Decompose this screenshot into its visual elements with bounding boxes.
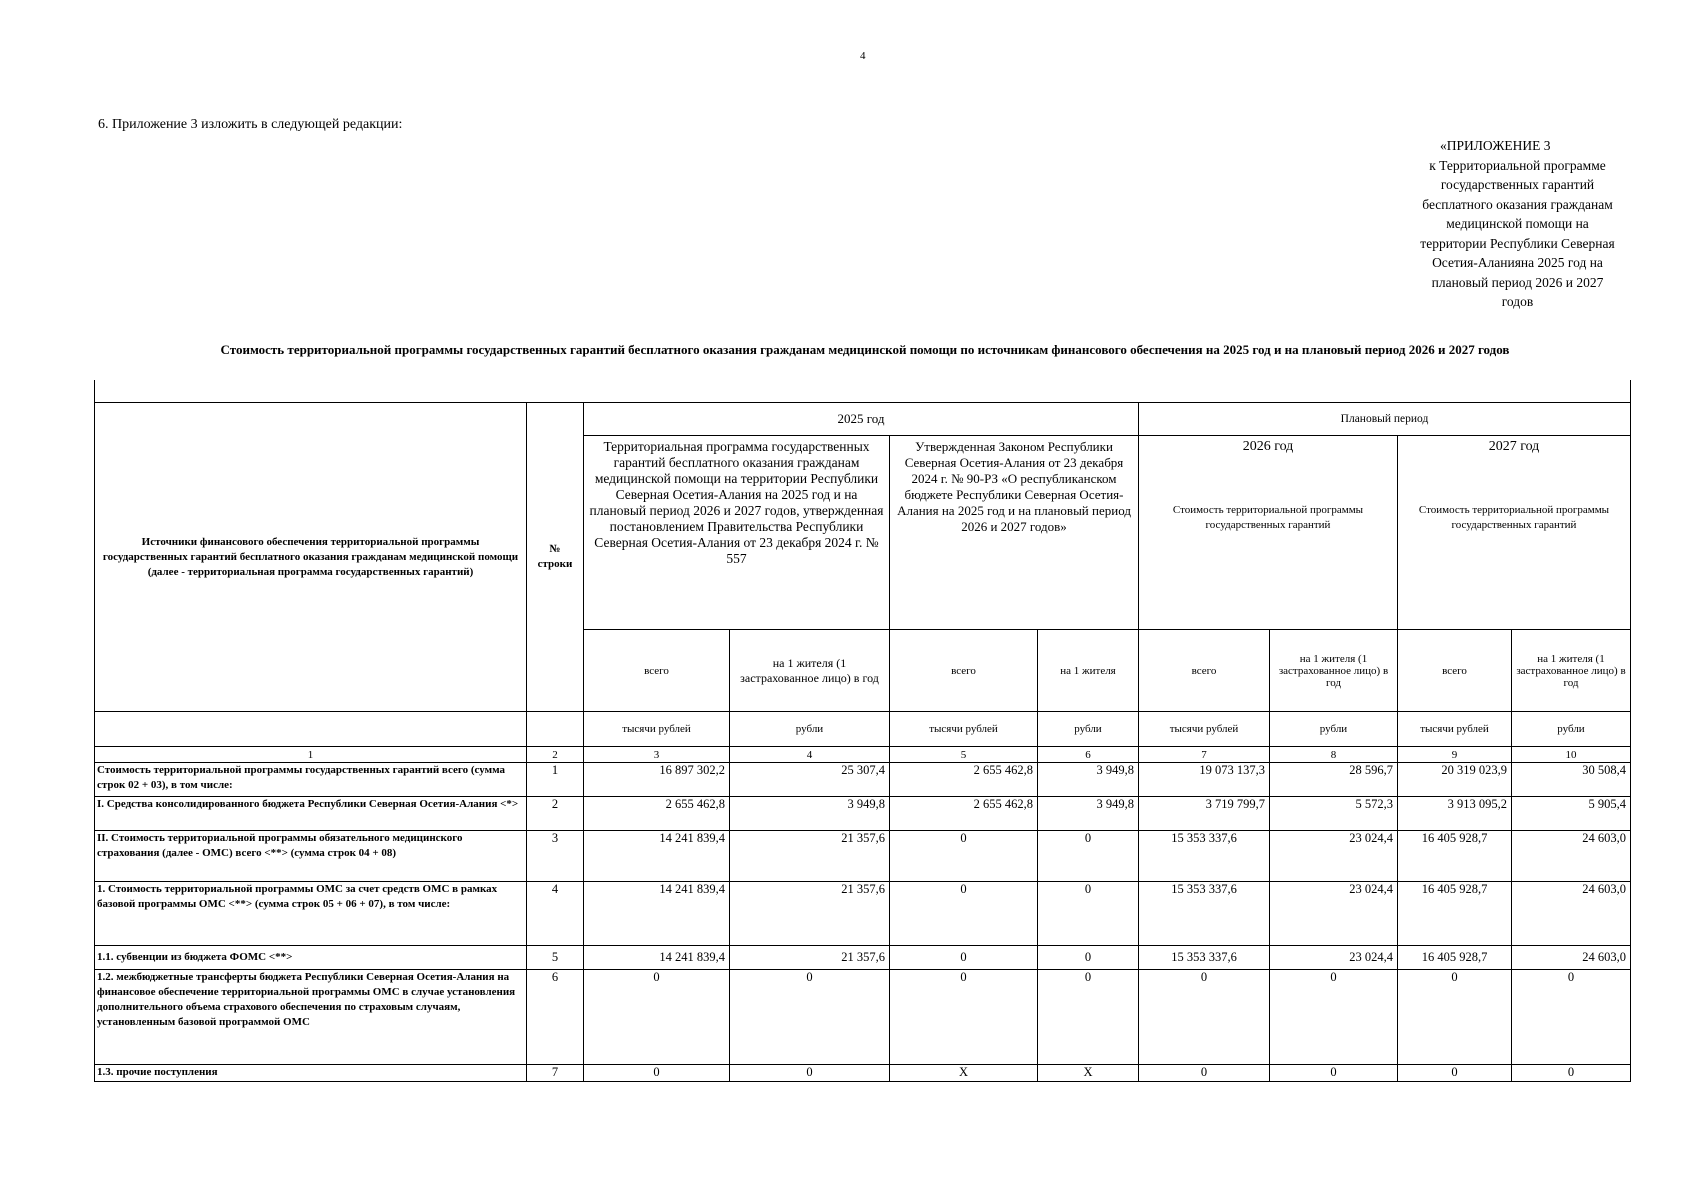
header-year-2025: 2025 год: [584, 403, 1139, 436]
value-cell: 23 024,4: [1270, 946, 1398, 970]
row-number: 3: [527, 831, 584, 882]
column-number: 9: [1398, 747, 1512, 763]
value-cell: 3 949,8: [730, 797, 890, 831]
value-cell: 0: [730, 1065, 890, 1082]
value-cell: 3 949,8: [1038, 763, 1139, 797]
value-cell: 0: [1038, 946, 1139, 970]
value-cell: 0: [1139, 970, 1270, 1065]
value-cell: 30 508,4: [1512, 763, 1631, 797]
value-cell: 15 353 337,6: [1139, 946, 1270, 970]
value-cell: 0: [1038, 882, 1139, 946]
row-number: 5: [527, 946, 584, 970]
appendix-line: медицинской помощи на: [1446, 216, 1589, 231]
column-number: 10: [1512, 747, 1631, 763]
value-cell: 0: [890, 970, 1038, 1065]
header-year-2026: 2026 год: [1139, 436, 1398, 500]
column-number: 3: [584, 747, 730, 763]
value-cell: 3 913 095,2: [1398, 797, 1512, 831]
value-cell: 5 905,4: [1512, 797, 1631, 831]
value-cell: 28 596,7: [1270, 763, 1398, 797]
value-cell: 24 603,0: [1512, 831, 1631, 882]
value-cell: X: [1038, 1065, 1139, 1082]
table-left-rule: [94, 380, 95, 402]
row-number: 2: [527, 797, 584, 831]
value-cell: 0: [730, 970, 890, 1065]
value-cell: 19 073 137,3: [1139, 763, 1270, 797]
value-cell: 15 353 337,6: [1139, 882, 1270, 946]
value-cell: 24 603,0: [1512, 882, 1631, 946]
row-source-name: 1.3. прочие поступления: [95, 1065, 527, 1082]
subheader-total: всего: [1398, 630, 1512, 712]
unit-cell: тысячи рублей: [890, 712, 1038, 747]
unit-cell: тысячи рублей: [584, 712, 730, 747]
value-cell: 14 241 839,4: [584, 882, 730, 946]
header-program-2025: Территориальная программа государственных гарантий бесплатного оказания гражданам медицинской помощи на территории Республики Северная Осетия-Алания на 2025 год и на плановый период 2026 и 2027 годов, утвержденная постановлением Правительства Республики Северная Осетия-Алания от 23 декабря 2024 г. № 557: [584, 436, 890, 630]
table-row: [95, 797, 1631, 831]
column-number: 6: [1038, 747, 1139, 763]
subheader-per-capita: на 1 жителя (1 застрахованное лицо) в год: [1512, 630, 1631, 712]
value-cell: 5 572,3: [1270, 797, 1398, 831]
unit-cell: рубли: [1512, 712, 1631, 747]
table-right-rule: [1630, 380, 1631, 402]
appendix-line: годов: [1501, 294, 1534, 309]
row-source-name: 1. Стоимость территориальной программы ОМС за счет средств ОМС в рамках базовой программы ОМС <**> (сумма строк 05 + 06 + 07), в том числе:: [95, 882, 527, 946]
value-cell: 23 024,4: [1270, 831, 1398, 882]
value-cell: 2 655 462,8: [890, 797, 1038, 831]
unit-cell: тысячи рублей: [1398, 712, 1512, 747]
value-cell: 0: [1038, 831, 1139, 882]
unit-cell: тысячи рублей: [1139, 712, 1270, 747]
value-cell: 15 353 337,6: [1139, 831, 1270, 882]
value-cell: 0: [584, 1065, 730, 1082]
appendix-note: [1385, 136, 1650, 312]
row-number: 7: [527, 1065, 584, 1082]
intro-text: 6. Приложение 3 изложить в следующей редакции:: [98, 117, 403, 132]
header-year-2027: 2027 год: [1398, 436, 1631, 500]
row-source-name: 1.2. межбюджетные трансферты бюджета Республики Северная Осетия-Алания на финансовое обеспечение территориальной программы ОМС в случае установления дополнительного объема страхового обеспечения по страховым случаям, установленным базовой программой ОМС: [95, 970, 527, 1065]
header-law-2025: Утвержденная Законом Республики Северная Осетия-Алания от 23 декабря 2024 г. № 90-РЗ «О республиканском бюджете Республики Северная Осетия-Алания на 2025 год и на плановый период 2026 и 2027 годов»: [890, 436, 1139, 630]
value-cell: 0: [1398, 1065, 1512, 1082]
value-cell: 16 405 928,7: [1398, 882, 1512, 946]
value-cell: 16 897 302,2: [584, 763, 730, 797]
appendix-line: «ПРИЛОЖЕНИЕ 3: [1440, 138, 1551, 153]
appendix-line: государственных гарантий: [1440, 177, 1595, 192]
appendix-line: к Территориальной программе: [1429, 157, 1606, 173]
value-cell: 0: [890, 831, 1038, 882]
header-row-number: № строки: [527, 403, 584, 712]
header-planned-period: Плановый период: [1139, 403, 1631, 436]
value-cell: 3 949,8: [1038, 797, 1139, 831]
subheader-total: всего: [584, 630, 730, 712]
unit-cell: рубли: [1270, 712, 1398, 747]
value-cell: 0: [890, 882, 1038, 946]
value-cell: 24 603,0: [1512, 946, 1631, 970]
row-number: 4: [527, 882, 584, 946]
value-cell: 14 241 839,4: [584, 946, 730, 970]
row-source-name: 1.1. субвенции из бюджета ФОМС <**>: [95, 946, 527, 970]
value-cell: 16 405 928,7: [1398, 831, 1512, 882]
value-cell: 0: [1512, 1065, 1631, 1082]
table-row: [95, 970, 1631, 1065]
row-number: 6: [527, 970, 584, 1065]
table-row: [95, 1065, 1631, 1082]
unit-cell: рубли: [1038, 712, 1139, 747]
row-source-name: Стоимость территориальной программы государственных гарантий всего (сумма строк 02 + 03), в том числе:: [95, 763, 527, 797]
appendix-line: бесплатного оказания гражданам: [1422, 196, 1613, 212]
subheader-per-capita: на 1 жителя: [1038, 630, 1139, 712]
value-cell: 2 655 462,8: [584, 797, 730, 831]
value-cell: 21 357,6: [730, 882, 890, 946]
subheader-total: всего: [1139, 630, 1270, 712]
value-cell: 20 319 023,9: [1398, 763, 1512, 797]
table-row: [95, 882, 1631, 946]
page-number: 4: [860, 50, 866, 62]
column-number: 1: [95, 747, 527, 763]
subheader-total: всего: [890, 630, 1038, 712]
value-cell: 0: [1139, 1065, 1270, 1082]
row-number: 1: [527, 763, 584, 797]
table-row: [95, 763, 1631, 797]
value-cell: 0: [1512, 970, 1631, 1065]
value-cell: 0: [890, 946, 1038, 970]
value-cell: 16 405 928,7: [1398, 946, 1512, 970]
table-row: [95, 946, 1631, 970]
value-cell: 23 024,4: [1270, 882, 1398, 946]
header-cost-2026: Стоимость территориальной программы государственных гарантий: [1139, 500, 1398, 630]
appendix-line: плановый период 2026 и 2027: [1431, 274, 1604, 290]
appendix-line: Осетия-Аланияна 2025 год на: [1432, 255, 1603, 270]
row-source-name: II. Стоимость территориальной программы обязательного медицинского страхования (далее - ОМС) всего <**> (сумма строк 04 + 08): [95, 831, 527, 882]
table-row: [95, 831, 1631, 882]
value-cell: 14 241 839,4: [584, 831, 730, 882]
column-number: 7: [1139, 747, 1270, 763]
value-cell: 25 307,4: [730, 763, 890, 797]
value-cell: 0: [1398, 970, 1512, 1065]
value-cell: 2 655 462,8: [890, 763, 1038, 797]
column-number: 8: [1270, 747, 1398, 763]
subheader-per-capita: на 1 жителя (1 застрахованное лицо) в год: [730, 630, 890, 712]
row-source-name: I. Средства консолидированного бюджета Республики Северная Осетия-Алания <*>: [95, 797, 527, 831]
value-cell: 0: [584, 970, 730, 1065]
column-number: 5: [890, 747, 1038, 763]
value-cell: 3 719 799,7: [1139, 797, 1270, 831]
appendix-line: территории Республики Северная: [1420, 235, 1615, 251]
value-cell: 0: [1270, 1065, 1398, 1082]
column-number: 2: [527, 747, 584, 763]
value-cell: X: [890, 1065, 1038, 1082]
value-cell: 0: [1038, 970, 1139, 1065]
column-number: 4: [730, 747, 890, 763]
document-title: Стоимость территориальной программы государственных гарантий бесплатного оказания гражданам медицинской помощи по источникам финансового обеспечения на 2025 год и на плановый период 2026 и 2027 годов: [220, 342, 1510, 357]
financing-table: [94, 402, 1631, 1082]
value-cell: 21 357,6: [730, 946, 890, 970]
header-source: Источники финансового обеспечения территориальной программы государственных гарантий бесплатного оказания гражданам медицинской помощи (далее - территориальная программа государственных гарантий): [95, 403, 527, 712]
value-cell: 0: [1270, 970, 1398, 1065]
value-cell: 21 357,6: [730, 831, 890, 882]
unit-cell: рубли: [730, 712, 890, 747]
header-cost-2027: Стоимость территориальной программы государственных гарантий: [1398, 500, 1631, 630]
subheader-per-capita: на 1 жителя (1 застрахованное лицо) в год: [1270, 630, 1398, 712]
